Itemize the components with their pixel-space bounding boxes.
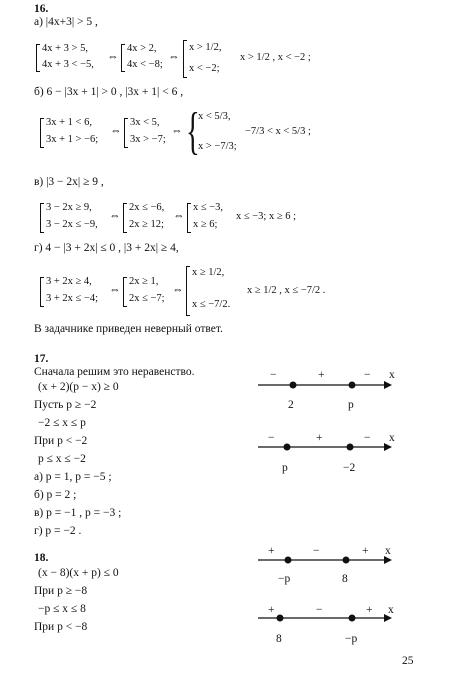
system-brace: { <box>186 103 200 160</box>
p16-a-sys2-line2: 4x < −8; <box>127 59 163 70</box>
problem-16-number: 16. <box>34 3 49 15</box>
sign-label: − <box>268 432 275 444</box>
point-label: p <box>282 462 288 474</box>
p16-g-sys3-line2: x ≤ −7/2. <box>192 299 231 310</box>
point-label: 2 <box>288 399 294 411</box>
p17-line: а) p = 1, p = −5 ; <box>34 471 112 483</box>
point-label: −p <box>278 573 291 585</box>
sign-label: − <box>364 369 371 381</box>
p17-line: г) p = −2 . <box>34 525 82 537</box>
p16-v-sys3-line2: x ≥ 6; <box>193 219 218 230</box>
system-bracket <box>124 118 128 148</box>
axis-variable: x <box>385 545 391 557</box>
sign-label: + <box>268 545 275 557</box>
sign-label: + <box>316 432 323 444</box>
system-bracket <box>123 277 127 307</box>
equivalence-arrow: ⇔ <box>168 51 180 63</box>
sign-label: + <box>362 545 369 557</box>
system-bracket <box>187 203 191 233</box>
system-bracket <box>121 44 125 72</box>
p16-a-sys3-line2: x < −2; <box>189 63 220 74</box>
system-bracket <box>36 44 40 72</box>
sign-label: − <box>270 369 277 381</box>
system-bracket <box>186 266 190 316</box>
system-bracket <box>40 203 44 233</box>
p16-v-sys2-line2: 2x ≥ 12; <box>129 219 164 230</box>
p16-b-sys2-line1: 3x < 5, <box>130 117 160 128</box>
problem-17-number: 17. <box>34 353 49 365</box>
p16-v-sys1-line2: 3 − 2x ≤ −9, <box>46 219 98 230</box>
point-label: 8 <box>276 633 282 645</box>
p16-g-sys1-line2: 3 + 2x ≤ −4; <box>46 293 99 304</box>
system-bracket <box>183 40 187 78</box>
p18-line: При p < −8 <box>34 621 88 633</box>
p16-b-sys1-line1: 3x + 1 < 6, <box>46 117 92 128</box>
number-line <box>258 368 398 416</box>
p17-line: (x + 2)(p − x) ≥ 0 <box>38 381 119 393</box>
p16-b-sys1-line2: 3x + 1 > −6; <box>46 134 99 145</box>
p16-a-heading: а) |4x+3| > 5 , <box>34 16 98 28</box>
p17-line: При p < −2 <box>34 435 88 447</box>
system-bracket <box>40 277 44 307</box>
p16-g-heading: г) 4 − |3 + 2x| ≤ 0 , |3 + 2x| ≥ 4, <box>34 242 179 254</box>
p16-a-sys3-line1: x > 1/2, <box>189 42 222 53</box>
p17-line: p ≤ x ≤ −2 <box>38 453 86 465</box>
p18-line: −p ≤ x ≤ 8 <box>38 603 86 615</box>
equivalence-arrow: ⇔ <box>107 51 119 63</box>
p17-line: Пусть p ≥ −2 <box>34 399 97 411</box>
equivalence-arrow: ⇔ <box>110 125 122 137</box>
equivalence-arrow: ⇔ <box>171 125 183 137</box>
p16-b-sys3-line1: x < 5/3, <box>198 111 231 122</box>
p16-g-sys2-line2: 2x ≤ −7; <box>129 293 165 304</box>
p16-note: В задачнике приведен неверный ответ. <box>34 323 223 335</box>
p16-v-heading: в) |3 − 2x| ≥ 9 , <box>34 176 104 188</box>
p16-b-result: −7/3 < x < 5/3 ; <box>245 126 311 137</box>
p16-a-sys1-line1: 4x + 3 > 5, <box>42 43 88 54</box>
sign-label: − <box>364 432 371 444</box>
point-label: −2 <box>343 462 356 474</box>
p17-line: в) p = −1 , p = −3 ; <box>34 507 122 519</box>
p16-b-sys2-line2: 3x > −7; <box>130 134 166 145</box>
p17-line: −2 ≤ x ≤ p <box>38 417 86 429</box>
point-label: p <box>348 399 354 411</box>
p18-line: (x − 8)(x + p) ≤ 0 <box>38 567 119 579</box>
p16-v-sys3-line1: x ≤ −3, <box>193 202 224 213</box>
p16-g-sys2-line1: 2x ≥ 1, <box>129 276 159 287</box>
axis-variable: x <box>389 432 395 444</box>
sign-label: + <box>268 604 275 616</box>
point-label: 8 <box>342 573 348 585</box>
p18-line: При p ≥ −8 <box>34 585 88 597</box>
p16-g-result: x ≥ 1/2 , x ≤ −7/2 . <box>247 285 326 296</box>
system-bracket <box>40 118 44 148</box>
p16-v-result: x ≤ −3; x ≥ 6 ; <box>236 211 297 222</box>
p16-v-sys1-line1: 3 − 2x ≥ 9, <box>46 202 92 213</box>
p16-a-sys2-line1: 4x > 2, <box>127 43 157 54</box>
problem-18-number: 18. <box>34 552 49 564</box>
page-number: 25 <box>402 655 414 667</box>
point-label: −p <box>345 633 358 645</box>
system-bracket <box>123 203 127 233</box>
equivalence-arrow: ⇔ <box>109 284 121 296</box>
p16-a-result: x > 1/2 , x < −2 ; <box>240 52 311 63</box>
number-line <box>258 430 398 478</box>
axis-variable: x <box>388 604 394 616</box>
number-line <box>258 546 398 594</box>
axis-variable: x <box>389 369 395 381</box>
p17-line: б) p = 2 ; <box>34 489 77 501</box>
p16-g-sys1-line1: 3 + 2x ≥ 4, <box>46 276 92 287</box>
equivalence-arrow: ⇔ <box>172 284 184 296</box>
p16-g-sys3-line1: x ≥ 1/2, <box>192 267 225 278</box>
p16-b-heading: б) 6 − |3x + 1| > 0 , |3x + 1| < 6 , <box>34 86 184 98</box>
equivalence-arrow: ⇔ <box>109 210 121 222</box>
sign-label: − <box>313 545 320 557</box>
equivalence-arrow: ⇔ <box>173 210 185 222</box>
sign-label: − <box>316 604 323 616</box>
sign-label: + <box>318 369 325 381</box>
p16-b-sys3-line2: x > −7/3; <box>198 141 237 152</box>
p17-line: Сначала решим это неравенство. <box>34 366 195 378</box>
p16-v-sys2-line1: 2x ≤ −6, <box>129 202 165 213</box>
sign-label: + <box>366 604 373 616</box>
p16-a-sys1-line2: 4x + 3 < −5, <box>42 59 94 70</box>
